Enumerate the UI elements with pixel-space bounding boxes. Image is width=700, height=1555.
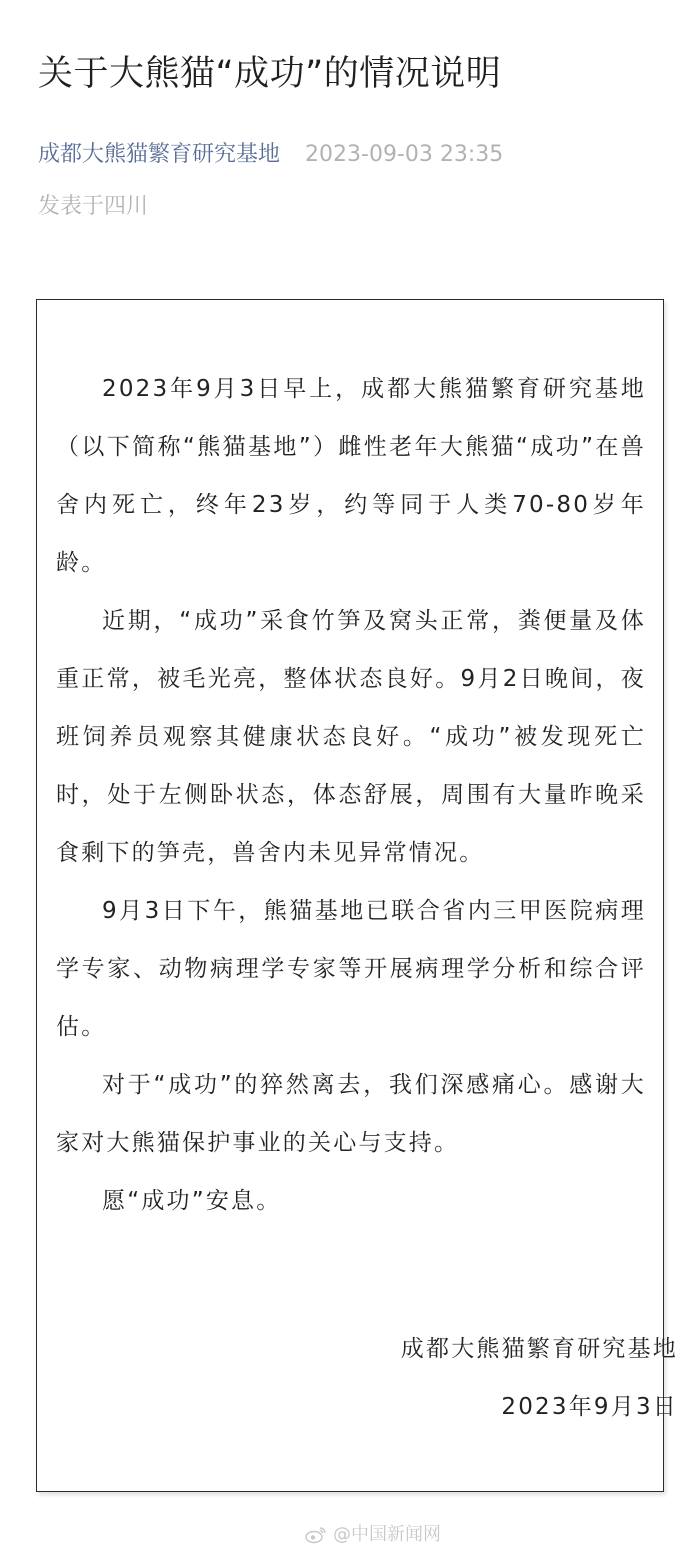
statement-letter-image xyxy=(36,299,664,1492)
publish-time: 2023-09-03 23:35 xyxy=(305,142,504,167)
letter-paragraph: 2023年9月3日早上，成都大熊猫繁育研究基地（以下简称“熊猫基地”）雌性老年大熊猫“成功”在兽舍内死亡，终年23岁，约等同于人类70-80岁年龄。 xyxy=(56,376,646,576)
letter-paragraph: 愿“成功”安息。 xyxy=(102,1188,282,1214)
article-title: 关于大熊猫“成功”的情况说明 xyxy=(38,54,502,94)
watermark-text: @中国新闻网 xyxy=(333,1524,441,1545)
signature-organization: 成都大熊猫繁育研究基地 xyxy=(400,1336,678,1362)
image-watermark xyxy=(305,1523,441,1547)
letter-body xyxy=(56,360,646,1230)
letter-paragraph: 近期，“成功”采食竹笋及窝头正常，粪便量及体重正常，被毛光亮，整体状态良好。9月2日晚间，夜班饲养员观察其健康状态良好。“成功”被发现死亡时，处于左侧卧状态，体态舒展，周围有大量昨晚采食剩下的笋壳，兽舍内未见异常情况。 xyxy=(56,608,646,866)
letter-paragraph: 对于“成功”的猝然离去，我们深感痛心。感谢大家对大熊猫保护事业的关心与支持。 xyxy=(56,1072,646,1156)
weibo-icon xyxy=(305,1526,327,1544)
letter-paragraph: 9月3日下午，熊猫基地已联合省内三甲医院病理学专家、动物病理学专家等开展病理学分析和综合评估。 xyxy=(56,898,646,1040)
publish-location: 发表于四川 xyxy=(38,194,149,219)
letter-signature xyxy=(401,1320,678,1436)
signature-date: 2023年9月3日 xyxy=(501,1394,678,1420)
author-link[interactable]: 成都大熊猫繁育研究基地 xyxy=(38,142,281,167)
article-meta xyxy=(38,138,503,172)
